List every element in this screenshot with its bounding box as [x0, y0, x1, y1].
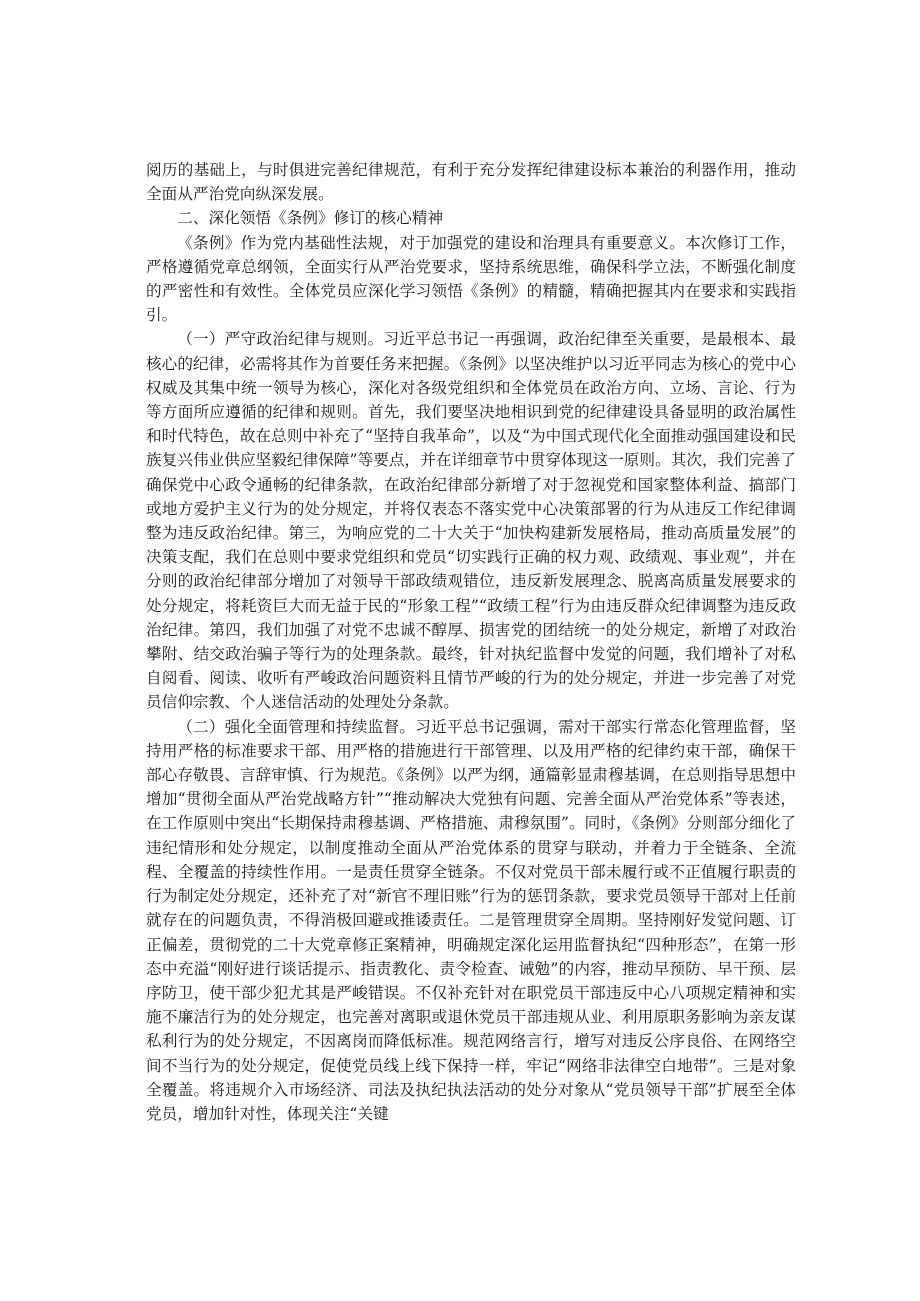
- body-paragraph: 《条例》作为党内基础性法规，对于加强党的建设和治理具有重要意义。本次修订工作，严格遵循党章总纲领，全面实行从严治党要求，坚持系统思维，确保科学立法，不断强化制度的严密性和有效性。全体党员应深化学习领悟《条例》的精髓，精确把握其内在要求和实践指引。: [146, 233, 796, 325]
- section-heading: 二、深化领悟《条例》修订的核心精神: [177, 209, 444, 228]
- body-paragraph: （一）严守政治纪律与规则。习近平总书记一再强调，政治纪律至关重要，是最根本、最核心的纪律，必需将其作为首要任务来把握。《条例》以坚决维护以习近平同志为核心的党中心权威及其集中统一领导为核心，深化对各级党组织和全体党员在政治方向、立场、言论、行为等方面所应遵循的纪律和规则。首先，我们要坚决地相识到党的纪律建设具备显明的政治属性和时代特色，故在总则中补充了“坚持自我革命”，以及“为中国式现代化全面推动强国建设和民族复兴伟业供应坚毅纪律保障”等要点，并在详细章节中贯穿体现这一原则。其次，我们完善了确保党中心政令通畅的纪律条款，在政治纪律部分新增了对于忽视党和国家整体利益、搞部门或地方爱护主义行为的处分规定，并将仅表态不落实党中心决策部署的行为从违反工作纪律调整为违反政治纪律。第三，为响应党的二十大关于“加快构建新发展格局，推动高质量发展”的决策支配，我们在总则中要求党组织和党员“切实践行正确的权力观、政绩观、事业观”，并在分则的政治纪律部分增加了对领导干部政绩观错位，违反新发展理念、脱离高质量发展要求的处分规定，将耗资巨大而无益于民的“形象工程”“政绩工程”行为由违反群众纪律调整为违反政治纪律。第四，我们加强了对党不忠诚不醇厚、损害党的团结统一的处分规定，新增了对政治攀附、结交政治骗子等行为的处理条款。最终，针对执纪监督中发觉的问题，我们增补了对私自阅看、阅读、收听有严峻政治问题资料且情节严峻的行为的处分规定，并进一步完善了对党员信仰宗教、个人迷信活动的处理处分条款。: [146, 330, 796, 712]
- continuation-paragraph: 阅历的基础上，与时俱进完善纪律规范，有利于充分发挥纪律建设标本兼治的利器作用，推动全面从严治党向纵深发展。: [146, 161, 796, 204]
- document-body: [146, 158, 796, 1126]
- body-paragraph: （二）强化全面管理和持续监督。习近平总书记强调，需对干部实行常态化管理监督，坚持用严格的标准要求干部、用严格的措施进行干部管理、以及用严格的纪律约束干部，确保干部心存敬畏、言辞审慎、行为规范。《条例》以严为纲，通篇彰显肃穆基调，在总则指导思想中增加“贯彻全面从严治党战略方针”“推动解决大党独有问题、完善全面从严治党体系”等表述，在工作原则中突出“长期保持肃穆基调、严格措施、肃穆氛围”。同时，《条例》分则部分细化了违纪情形和处分规定，以制度推动全面从严治党体系的贯穿与联动，并着力于全链条、全流程、全覆盖的持续性作用。一是责任贯穿全链条。不仅对党员干部未履行或不正值履行职责的行为制定处分规定，还补充了对“新官不理旧账”行为的惩罚条款，要求党员领导干部对上任前就存在的问题负责，不得消极回避或推诿责任。二是管理贯穿全周期。坚持刚好发觉问题、订正偏差，贯彻党的二十大党章修正案精神，明确规定深化运用监督执纪“四种形态”，在第一形态中充溢“刚好进行谈话提示、指责教化、责令检查、诫勉”的内容，推动早预防、早干预、层序防卫，使干部少犯尤其是严峻错误。不仅补充针对在职党员干部违反中心八项规定精神和实施不廉洁行为的处分规定，也完善对离职或退休党员干部违规从业、利用原职务影响为亲友谋私利行为的处分规定，不因离岗而降低标准。规范网络言行，增写对违反公序良俗、在网络空间不当行为的处分规定，促使党员线上线下保持一样，牢记“网络非法律空白地带”。三是对象全覆盖。将违规介入市场经济、司法及执纪执法活动的处分对象从“党员领导干部”扩展至全体党员，增加针对性，体现关注“关键: [146, 717, 796, 1123]
